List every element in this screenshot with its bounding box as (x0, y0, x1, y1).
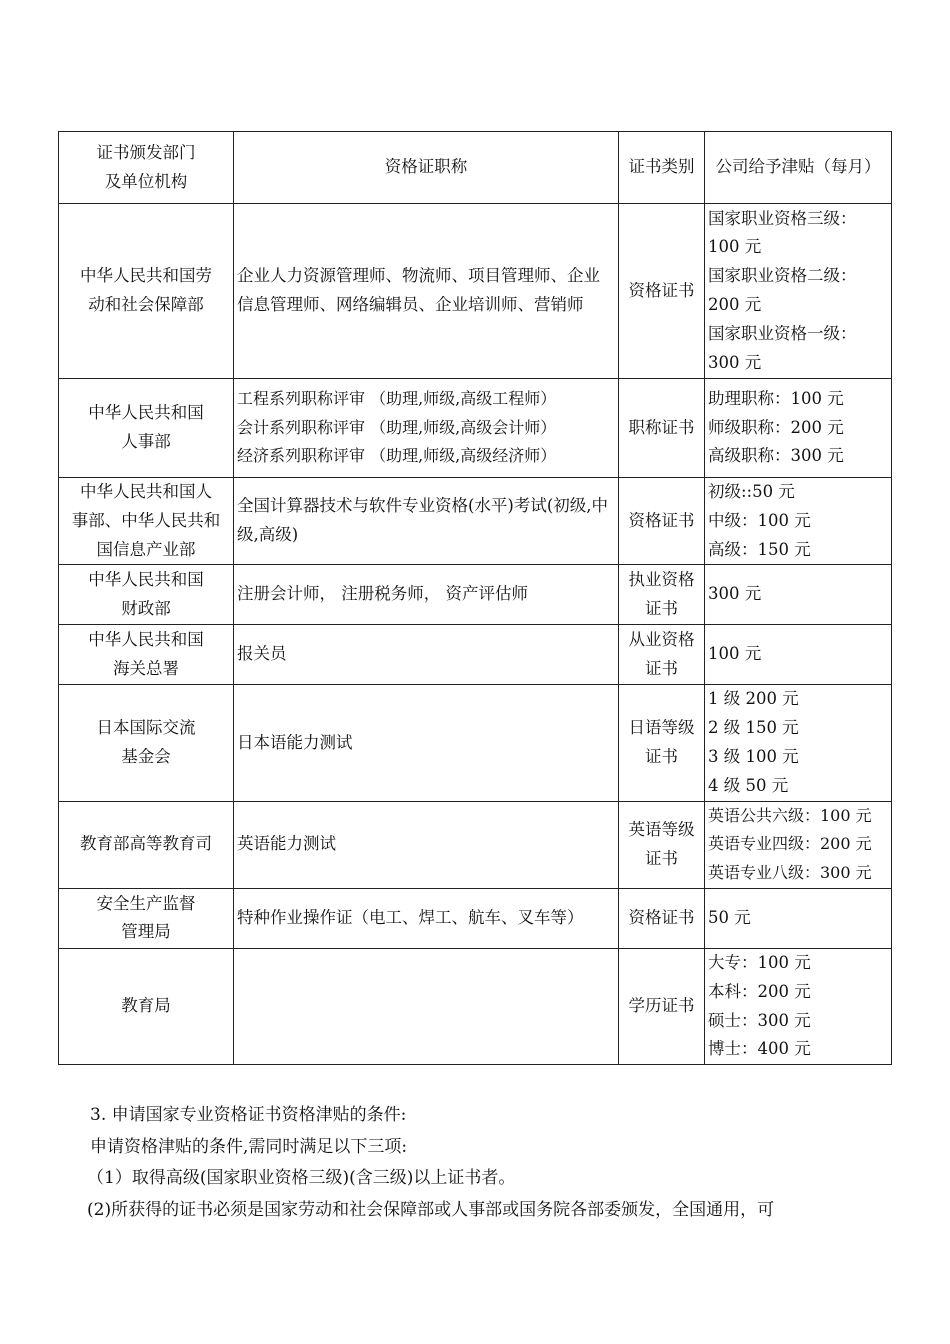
cell-dept: 教育部高等教育司 (59, 801, 234, 888)
table-row (59, 565, 892, 625)
cell-title: 特种作业操作证（电工、焊工、航车、叉车等） (234, 888, 619, 948)
table-row (59, 379, 892, 478)
header-title: 资格证职称 (234, 132, 619, 204)
cell-allowance: 大专：100 元 本科：200 元 硕士：300 元 博士：400 元 (705, 948, 892, 1064)
cell-type: 学历证书 (619, 948, 705, 1064)
cell-allowance: 英语公共六级：100 元 英语专业四级：200 元 英语专业八级：300 元 (705, 801, 892, 888)
table-row (59, 625, 892, 685)
cell-dept: 中华人民共和国人 事部、中华人民共和 国信息产业部 (59, 478, 234, 565)
cell-type: 从业资格 证书 (619, 625, 705, 685)
table-row (59, 801, 892, 888)
table-row (59, 685, 892, 801)
cell-allowance: 100 元 (705, 625, 892, 685)
cell-title: 企业人力资源管理师、物流师、项目管理师、企业信息管理师、网络编辑员、企业培训师、营销师 (234, 204, 619, 379)
cell-title: 注册会计师， 注册税务师， 资产评估师 (234, 565, 619, 625)
cell-title: 报关员 (234, 625, 619, 685)
cell-type: 日语等级 证书 (619, 685, 705, 801)
cell-allowance: 国家职业资格三级： 100 元 国家职业资格二级： 200 元 国家职业资格一级： 300 元 (705, 204, 892, 379)
header-allowance: 公司给予津贴（每月） (705, 132, 892, 204)
cell-title: 工程系列职称评审 （助理,师级,高级工程师） 会计系列职称评审 （助理,师级,高级会计师） 经济系列职称评审 （助理,师级,高级经济师） (234, 379, 619, 478)
cell-allowance: 1 级 200 元 2 级 150 元 3 级 100 元 4 级 50 元 (705, 685, 892, 801)
cell-type: 英语等级 证书 (619, 801, 705, 888)
conditions-section (87, 1100, 775, 1226)
cell-dept: 教育局 (59, 948, 234, 1064)
cell-dept: 中华人民共和国 人事部 (59, 379, 234, 478)
cell-allowance: 助理职称：100 元 师级职称：200 元 高级职称：300 元 (705, 379, 892, 478)
table-row (59, 948, 892, 1064)
header-dept: 证书颁发部门 及单位机构 (59, 132, 234, 204)
section-intro: 申请资格津贴的条件,需同时满足以下三项: (90, 1136, 408, 1157)
cell-dept: 中华人民共和国 财政部 (59, 565, 234, 625)
cell-type: 资格证书 (619, 888, 705, 948)
cell-title: 全国计算器技术与软件专业资格(水平)考试(初级,中级,高级) (234, 478, 619, 565)
cell-title (234, 948, 619, 1064)
cell-title: 英语能力测试 (234, 801, 619, 888)
header-type: 证书类别 (619, 132, 705, 204)
allowance-table (58, 131, 892, 1065)
cell-title: 日本语能力测试 (234, 685, 619, 801)
table-row (59, 478, 892, 565)
condition-item-1: （1）取得高级(国家职业资格三级)(含三级)以上证书者。 (87, 1168, 516, 1188)
cell-type: 执业资格 证书 (619, 565, 705, 625)
section-heading: 3. 申请国家专业资格证书资格津贴的条件: (90, 1105, 407, 1125)
cell-type: 职称证书 (619, 379, 705, 478)
cell-dept: 中华人民共和国劳 动和社会保障部 (59, 204, 234, 379)
table-row (59, 204, 892, 379)
cell-allowance: 初级::50 元 中级：100 元 高级：150 元 (705, 478, 892, 565)
cell-type: 资格证书 (619, 204, 705, 379)
condition-item-2: (2)所获得的证书必须是国家劳动和社会保障部或人事部或国务院各部委颁发，全国通用，可 (87, 1199, 775, 1220)
cell-type: 资格证书 (619, 478, 705, 565)
table-row (59, 888, 892, 948)
cell-allowance: 50 元 (705, 888, 892, 948)
header-row (59, 132, 892, 204)
cell-allowance: 300 元 (705, 565, 892, 625)
cell-dept: 日本国际交流 基金会 (59, 685, 234, 801)
cell-dept: 安全生产监督 管理局 (59, 888, 234, 948)
cell-dept: 中华人民共和国 海关总署 (59, 625, 234, 685)
